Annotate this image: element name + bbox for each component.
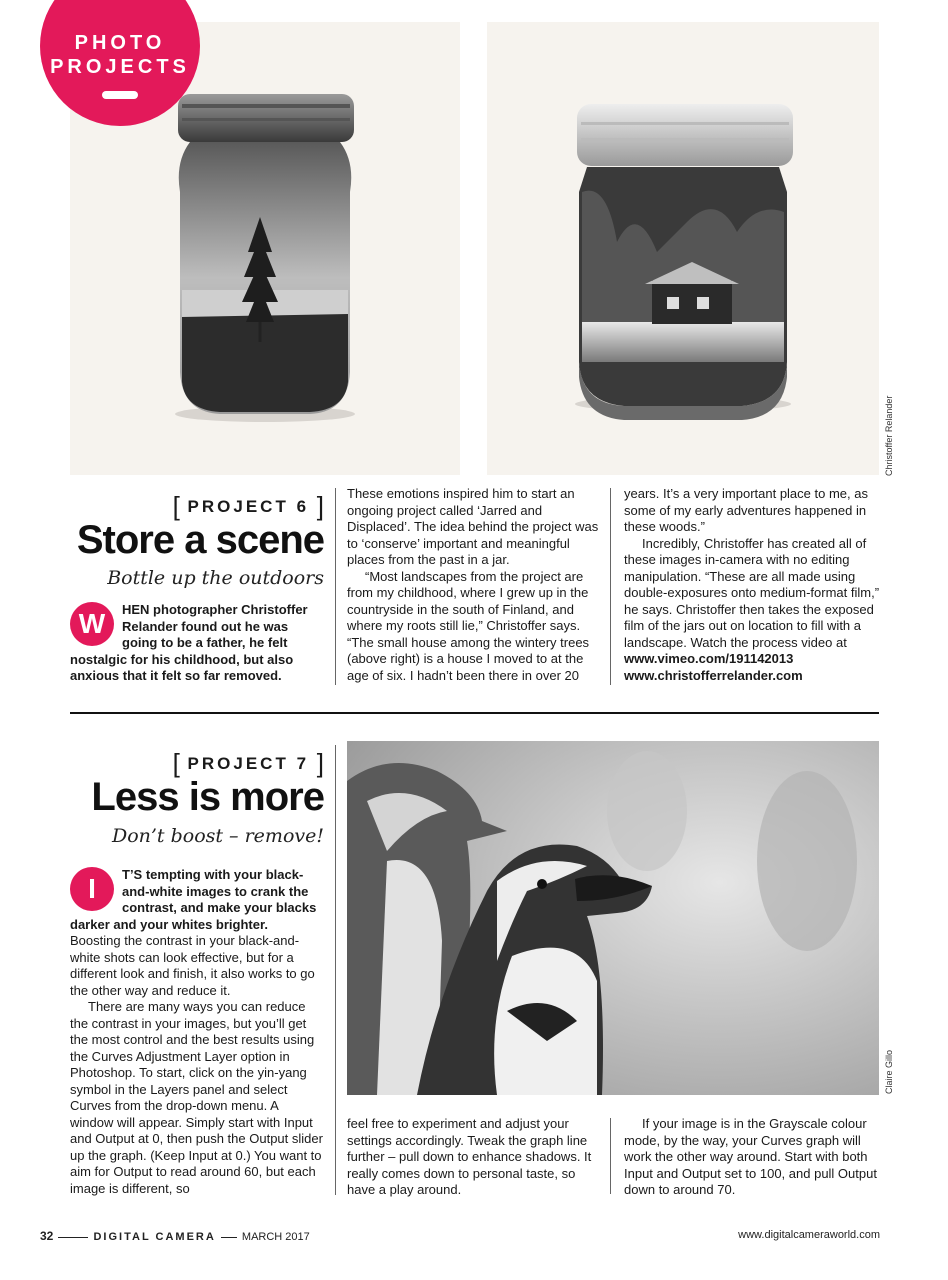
- project6-column-3: [624, 486, 880, 684]
- project6-col2-p1: These emotions inspired him to start an ongoing project called ‘Jarred and Displaced’. The idea behind the project was to ‘conserve’ important and meaningful places from the past in a jar.: [347, 486, 599, 567]
- bracket-open: [: [172, 491, 180, 521]
- bracket-close: ]: [316, 491, 324, 521]
- project6-title: Store a scene: [76, 518, 324, 562]
- project7-column-3: [624, 1116, 880, 1199]
- badge-line-2: PROJECTS: [50, 56, 190, 78]
- column-divider: [610, 488, 611, 685]
- badge-bar: [102, 91, 138, 99]
- project6-kicker-label: PROJECT 6: [187, 497, 310, 516]
- column-divider: [335, 745, 336, 1195]
- project7-col2-p1: feel free to experiment and adjust your settings accordingly. Tweak the graph line further – pull down to enhance shadows. It really comes down to personal taste, so have a play around.: [347, 1116, 592, 1197]
- penguin-photo: [347, 741, 879, 1095]
- photo-credit-gillo: Claire Gillo: [884, 1049, 894, 1094]
- issue-date: MARCH 2017: [241, 1231, 310, 1243]
- project7-lead: T’S tempting with your black-and-white images to crank the contrast, and make your blacks darker and your whites brighter.: [70, 867, 317, 932]
- project6-lead: HEN photographer Christoffer Relander found out he was going to be a father, he felt nostalgic for his childhood, but also anxious that it felt so far removed.: [70, 602, 308, 683]
- photo-credit-relander: Christoffer Relander: [884, 395, 894, 476]
- project6-col3-p2: Incredibly, Christoffer has created all of these images in-camera with no editing manipulation. “These are all made using double-exposures onto medium-format film,” he says. Christoffer then takes the exposed film of the jars out on location to fill with a landscape. Watch the process video at: [624, 535, 880, 650]
- project7-column-1: [70, 867, 325, 1197]
- project6-subtitle: Bottle up the outdoors: [107, 567, 324, 589]
- column-divider: [610, 1118, 611, 1194]
- project7-column-2: [347, 1116, 603, 1199]
- project7-dropcap: I: [70, 867, 114, 911]
- column-divider: [335, 488, 336, 685]
- website-link[interactable]: www.christofferrelander.com: [624, 667, 803, 683]
- project6-col3-p1: years. It’s a very important place to me, as some of my early adventures happened in these woods.”: [624, 486, 868, 534]
- project7-col3-p1: If your image is in the Grayscale colour mode, by the way, your Curves graph will work the other way around. Start with both Input and Output set to 100, and pull Output down to around 70.: [624, 1116, 877, 1197]
- magazine-name: DIGITAL CAMERA: [93, 1231, 216, 1243]
- project7-subtitle: Don’t boost – remove!: [111, 825, 324, 847]
- footer-url[interactable]: www.digitalcameraworld.com: [738, 1229, 880, 1241]
- project6-kicker: [173, 488, 324, 519]
- project6-column-2: [347, 486, 603, 684]
- project6-col2-p2: “Most landscapes from the project are from my childhood, where I grew up in the countryside in the south of Finland, and where my roots still lie,” Christoffer says. “The small house among the wintery trees (above right) is a house I moved to at the age of six. I hadn’t been there in over 20: [347, 568, 590, 683]
- section-divider: [70, 712, 879, 714]
- page-number: 32: [40, 1229, 54, 1243]
- jar-photo-house: [487, 22, 879, 475]
- project7-col1-p2: There are many ways you can reduce the contrast in your images, but you’ll get the most control and the best results using the Curves Adjustment Layer option in Photoshop. To start, click on the yin-yang symbol in the Layers panel and select Curves from the drop-down menu. A window will appear. Simply start with Input and Output at 0, then push the Output slider up the graph. (Keep Input at 0.) You want to aim for Output to read around 60, but each image is different, so: [70, 999, 323, 1196]
- project7-col1-p1: Boosting the contrast in your black-and-white shots can look effective, but for a different look and finish, it also works to go the other way and reduce it.: [70, 933, 315, 998]
- footer-dash: [221, 1237, 237, 1238]
- badge-line-1: PHOTO: [74, 32, 166, 54]
- bracket-close: ]: [316, 748, 324, 778]
- project6-intro: [70, 602, 325, 685]
- project7-kicker-label: PROJECT 7: [187, 754, 310, 773]
- vimeo-link[interactable]: www.vimeo.com/191142013: [624, 651, 794, 666]
- project7-title: Less is more: [91, 775, 324, 819]
- footer-left: [40, 1229, 310, 1243]
- bracket-open: [: [172, 748, 180, 778]
- project7-kicker: [173, 745, 324, 776]
- footer-dash: [58, 1237, 88, 1238]
- project6-dropcap: W: [70, 602, 114, 646]
